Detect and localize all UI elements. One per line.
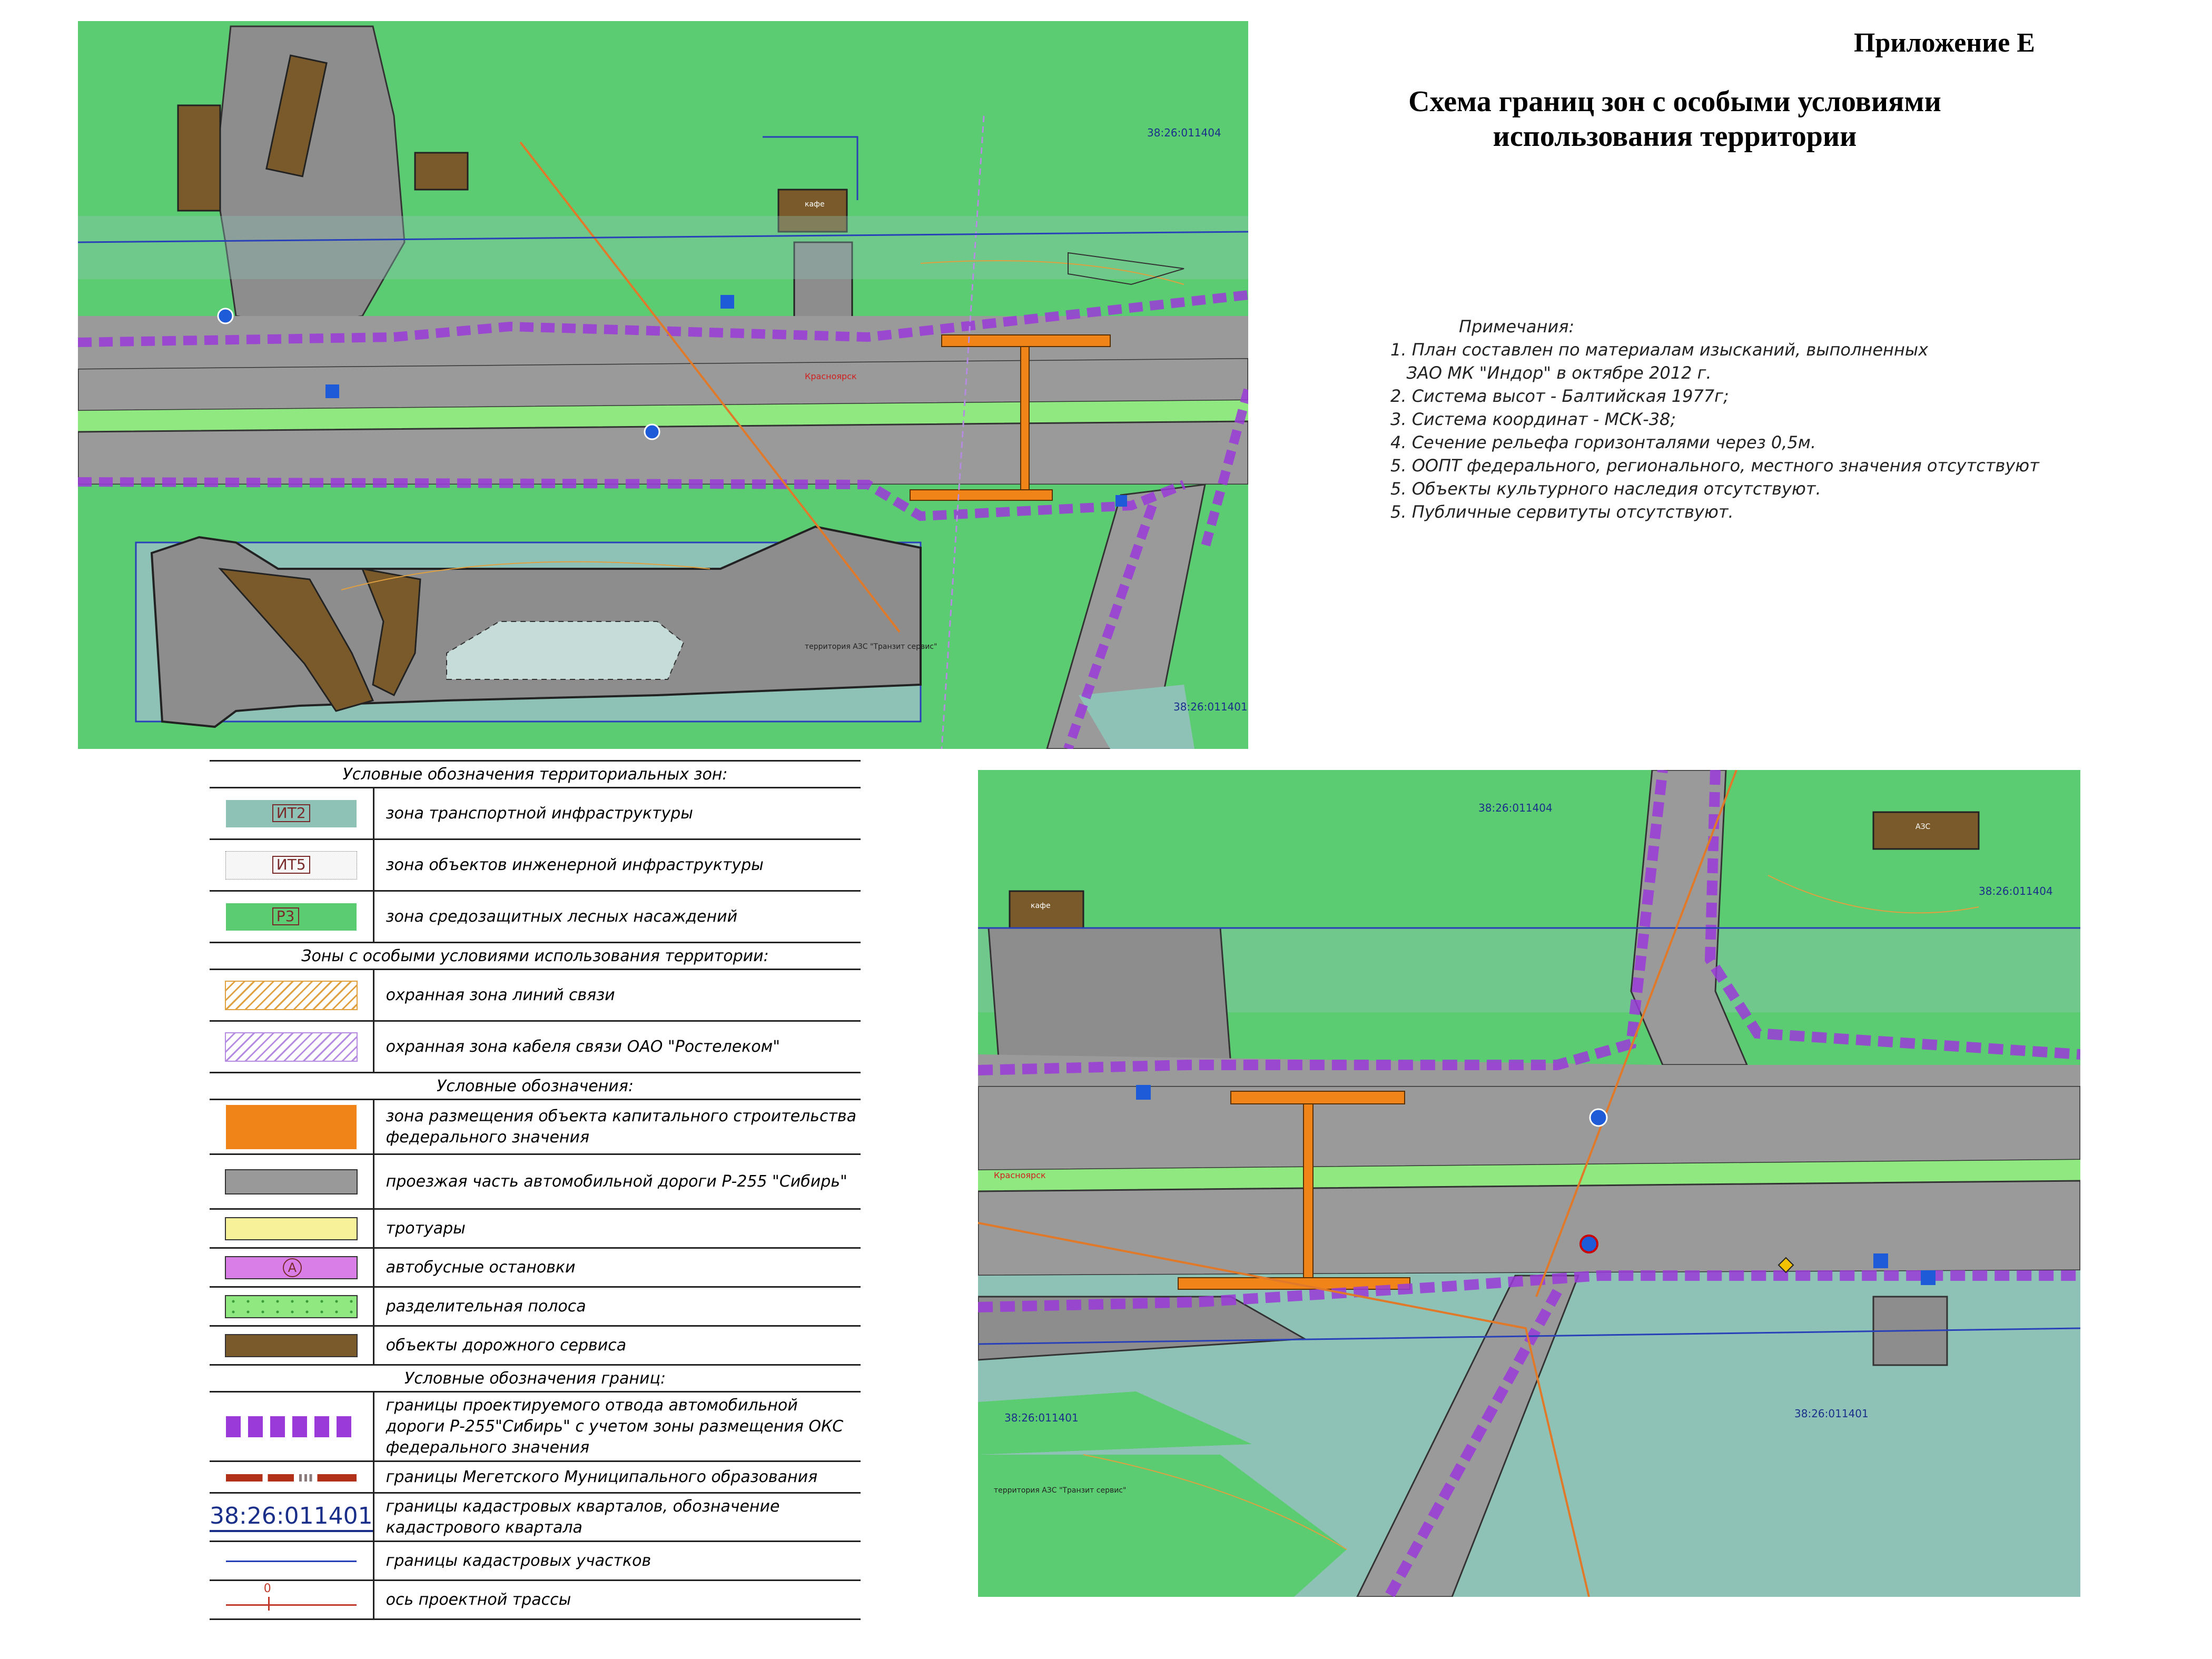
title-line-1: Схема границ зон с особыми условиями <box>1408 85 1941 118</box>
legend-symbol-text: автобусные остановки <box>373 1248 861 1287</box>
top-cadastral-label-a: 38:26:011404 <box>1147 126 1221 139</box>
legend-symbol-text: тротуары <box>373 1209 861 1248</box>
legend-swatch <box>210 1581 373 1619</box>
note-line: 5. Публичные сервитуты отсутствуют. <box>1390 502 1734 522</box>
legend-bound-text: ось проектной трассы <box>373 1581 861 1619</box>
legend-bound-text: границы проектируемого отвода автомобильной дороги Р-255"Сибирь" с учетом зоны размещения ОКС федерального значения <box>373 1392 861 1461</box>
legend-zone-text: зона средозащитных лесных насаждений <box>373 891 861 943</box>
legend-swatch <box>210 1542 373 1581</box>
note-line: 5. Объекты культурного наследия отсутствуют. <box>1390 479 1821 499</box>
top-gas-station-label: территория АЗС "Транзит сервис" <box>805 643 937 651</box>
legend-symbols-header: Условные обозначения: <box>210 1073 861 1100</box>
top-place-label: Красноярск <box>805 371 857 381</box>
note-line: 1. План составлен по материалам изысканий, выполненных <box>1390 340 1929 360</box>
notes-heading: Примечания: <box>1459 317 1575 337</box>
legend-swatch <box>210 1326 373 1365</box>
legend-swatch <box>210 1154 373 1209</box>
legend-swatch <box>210 840 373 891</box>
legend-swatch <box>210 970 373 1021</box>
legend-swatch <box>210 1100 373 1154</box>
note-line: 2. Система высот - Балтийская 1977г; <box>1390 386 1729 406</box>
appendix-label: Приложение Е <box>1854 28 2035 58</box>
legend-symbol-text: разделительная полоса <box>373 1287 861 1326</box>
legend-symbol-text: проезжая часть автомобильной дороги Р-255 "Сибирь" <box>373 1154 861 1209</box>
bottom-cadastral-label-b: 38:26:011404 <box>1979 885 2053 897</box>
note-line: 5. ООПТ федерального, регионального, местного значения отсутствуют <box>1390 456 2039 476</box>
bus-stop-icon: А <box>283 1258 302 1277</box>
legend-swatch <box>210 1209 373 1248</box>
legend-swatch <box>210 1021 373 1073</box>
bottom-cadastral-label-a: 38:26:011404 <box>1478 802 1553 814</box>
legend-zone-code: ИТ2 <box>272 804 310 822</box>
legend-special-text: охранная зона линий связи <box>373 970 861 1021</box>
legend-zones-header: Условные обозначения территориальных зон: <box>210 761 861 788</box>
legend-bound-text: границы Мегетского Муниципального образования <box>373 1461 861 1493</box>
note-line: ЗАО МК "Индор" в октябре 2012 г. <box>1390 363 1712 383</box>
legend-bounds-header: Условные обозначения границ: <box>210 1365 861 1392</box>
bottom-gas-station-label: территория АЗС "Транзит сервис" <box>994 1486 1127 1495</box>
top-cafe-label: кафе <box>805 200 825 209</box>
legend-table <box>210 760 861 1620</box>
legend-swatch <box>210 1248 373 1287</box>
legend-swatch <box>210 788 373 840</box>
notes-block <box>1390 315 2128 524</box>
legend-symbol-text: зона размещения объекта капитального строительства федерального значения <box>373 1100 861 1154</box>
bottom-service-label: АЗС <box>1915 823 1931 831</box>
legend-bound-text: границы кадастровых участков <box>373 1542 861 1581</box>
legend-swatch <box>210 891 373 943</box>
map-top-drawing <box>78 21 1248 749</box>
note-line: 3. Система координат - МСК-38; <box>1390 409 1676 429</box>
legend-swatch <box>210 1392 373 1461</box>
cadastral-sample: 38:26:011401 <box>210 1503 373 1532</box>
legend-swatch <box>210 1287 373 1326</box>
title-line-2: использования территории <box>1493 120 1857 153</box>
bottom-cadastral-label-c: 38:26:011401 <box>1004 1411 1079 1424</box>
map-bottom[interactable] <box>978 770 2080 1597</box>
map-bottom-drawing <box>978 770 2080 1597</box>
legend-zone-code: Р3 <box>272 907 299 925</box>
legend-swatch <box>210 1461 373 1493</box>
note-line: 4. Сечение рельефа горизонталями через 0,5м. <box>1390 432 1816 452</box>
legend-special-header: Зоны с особыми условиями использования территории: <box>210 943 861 970</box>
legend-zone-text: зона транспортной инфраструктуры <box>373 788 861 840</box>
bottom-cafe-label: кафе <box>1031 902 1051 910</box>
legend-bound-text: границы кадастровых кварталов, обозначение кадастрового квартала <box>373 1493 861 1542</box>
legend-special-text: охранная зона кабеля связи ОАО "Ростелеком" <box>373 1021 861 1073</box>
axis-zero-mark: 0 <box>263 1582 271 1595</box>
legend-zone-code: ИТ5 <box>272 856 310 874</box>
top-cadastral-label-b: 38:26:011401 <box>1173 700 1248 713</box>
bottom-place-label: Красноярск <box>994 1170 1046 1180</box>
legend-zone-text: зона объектов инженерной инфраструктуры <box>373 840 861 891</box>
map-top[interactable] <box>78 21 1248 749</box>
bottom-cadastral-label-d: 38:26:011401 <box>1794 1407 1869 1420</box>
page-title <box>1306 84 2043 154</box>
legend-swatch <box>210 1493 373 1542</box>
legend-symbol-text: объекты дорожного сервиса <box>373 1326 861 1365</box>
